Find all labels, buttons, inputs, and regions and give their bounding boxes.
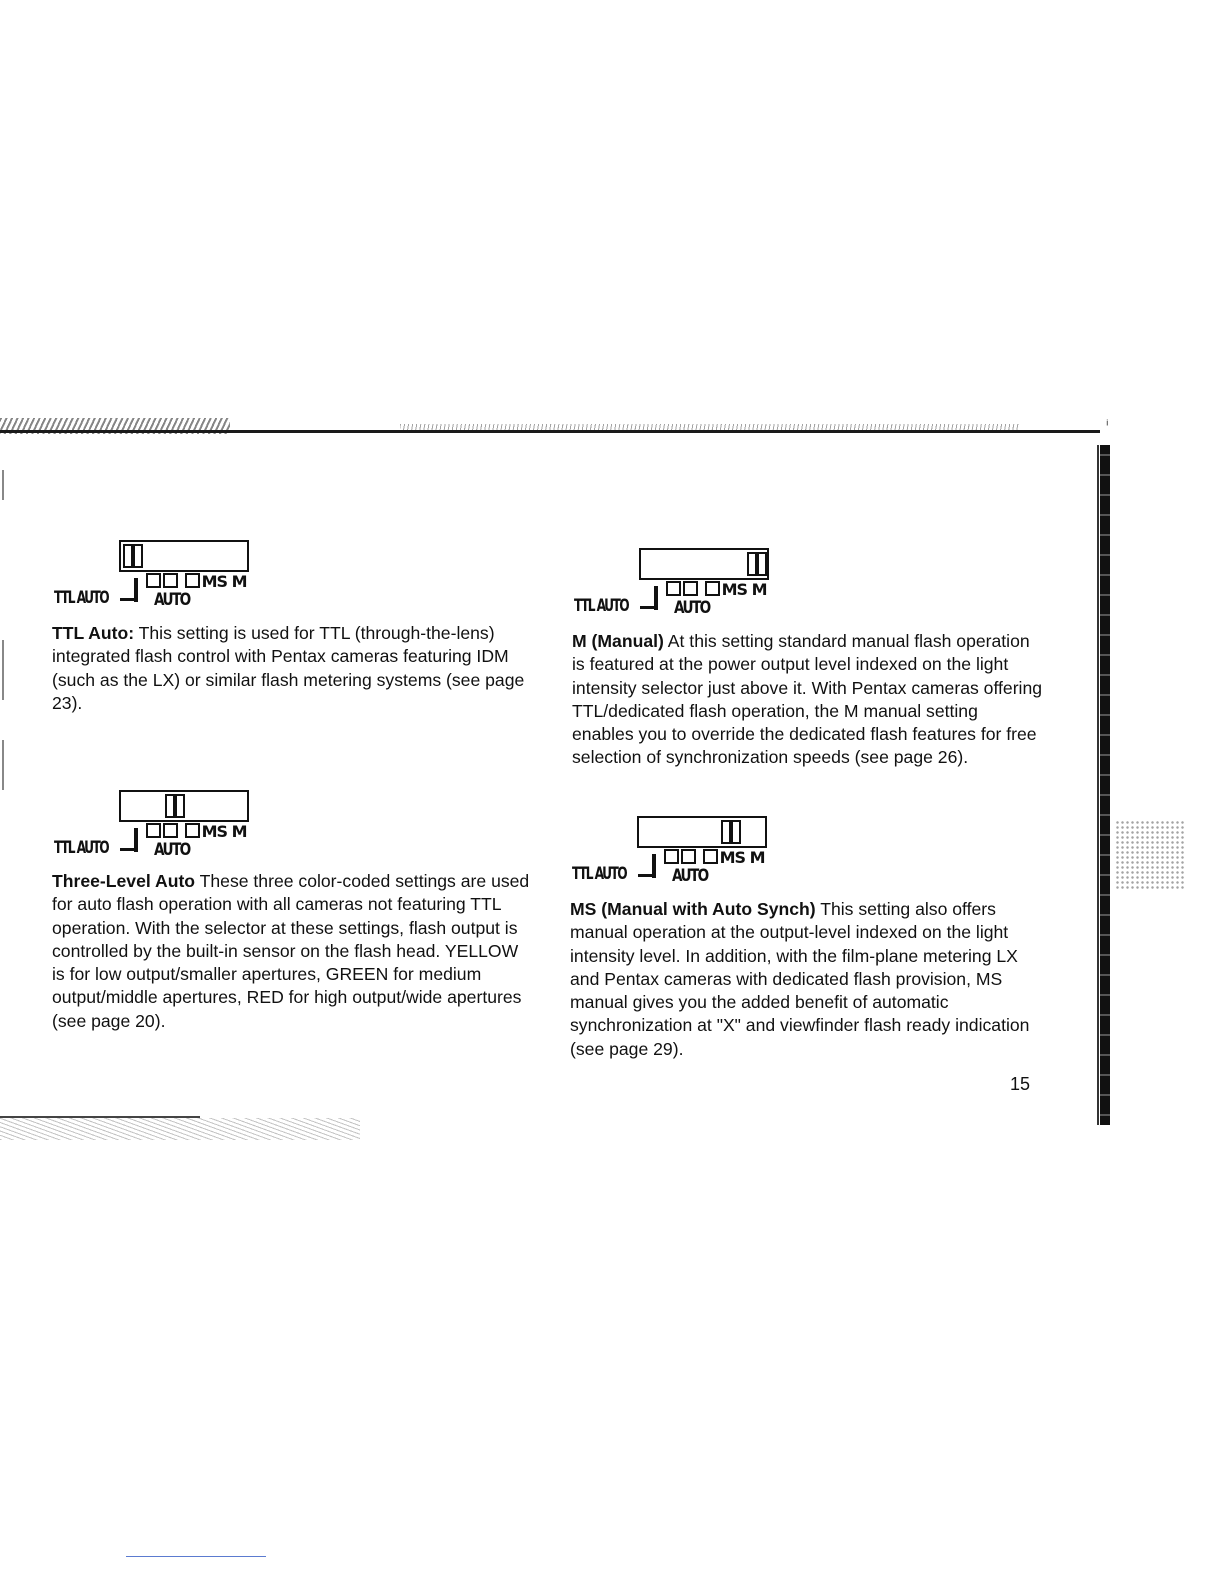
selector-scale (146, 822, 247, 841)
selector-slot (119, 790, 249, 822)
scale-label: MS M (201, 572, 247, 591)
manual-heading: M (Manual) (572, 631, 664, 651)
page-edge (1097, 445, 1099, 1125)
selector-diagram-ttl-auto (54, 540, 274, 610)
scan-smudge (0, 1118, 360, 1140)
ttl-auto-body: This setting is used for TTL (through-the-lens) integrated flash control with Pentax cameras featuring IDM (such as the LX) or similar flash metering systems (see page 23). (52, 623, 525, 713)
scan-speck (2, 640, 4, 700)
selector-scale (146, 572, 247, 591)
selector-bracket (652, 854, 656, 878)
selector-scale (664, 848, 765, 867)
ttl-auto-label: TTL AUTO (574, 596, 628, 616)
selector-scale (666, 580, 767, 599)
ttl-auto-heading: TTL Auto: (52, 623, 135, 643)
selector-knob (747, 552, 767, 576)
ms-body: This setting also offers manual operation at the output-level indexed on the light intensity level. In addition, with the film-plane metering LX and Pentax cameras with dedicated flash provision, MS manual gives you the added benefit of automatic synchronization at "X" and viewfinder flash ready indication (see page 29). (570, 899, 1030, 1059)
selector-knob (165, 794, 185, 818)
auto-label: AUTO (672, 866, 708, 886)
auto-label: AUTO (154, 590, 190, 610)
top-rule (0, 430, 1100, 433)
scan-noise (1115, 820, 1185, 890)
selector-slot (637, 816, 767, 848)
ttl-auto-label: TTL AUTO (572, 864, 626, 884)
auto-label: AUTO (674, 598, 710, 618)
ttl-auto-label: TTL AUTO (54, 838, 108, 858)
scan-line (126, 1556, 266, 1557)
ttl-auto-label: TTL AUTO (54, 588, 108, 608)
auto-label: AUTO (154, 840, 190, 860)
selector-knob (123, 544, 143, 568)
scan-speck (2, 740, 4, 790)
page-edge (1100, 445, 1110, 1125)
selector-slot (639, 548, 769, 580)
scale-label: MS M (721, 580, 767, 599)
ttl-auto-paragraph (52, 622, 548, 715)
scan-speck (2, 470, 4, 500)
page-number: 15 (1010, 1074, 1031, 1094)
ms-paragraph (570, 898, 1050, 1061)
manual-paragraph (572, 630, 1044, 770)
selector-diagram-three-level (54, 790, 274, 860)
manual-body: At this setting standard manual flash operation is featured at the power output level indexed on the light intensity selector just above it. With Pentax cameras offering TTL/dedicated flash operation, the M manual setting enables you to override the dedicated flash features for free selection of synchronization speeds (see page 26). (572, 631, 1043, 768)
selector-bracket (134, 578, 138, 602)
three-level-paragraph (52, 870, 532, 1033)
three-level-body: These three color-coded settings are used for auto flash operation with all cameras not featuring TTL operation. With the selector at these settings, flash output is controlled by the built-in sensor on the flash head. YELLOW is for low output/smaller apertures, GREEN for medium output/middle apertures, RED for high output/wide apertures (see page 20). (52, 871, 530, 1031)
selector-knob (721, 820, 741, 844)
selector-bracket (654, 586, 658, 610)
selector-diagram-ms (572, 816, 792, 886)
three-level-heading: Three-Level Auto (52, 871, 196, 891)
selector-slot (119, 540, 249, 572)
selector-bracket (134, 828, 138, 852)
scale-label: MS M (201, 822, 247, 841)
ms-heading: MS (Manual with Auto Synch) (570, 899, 816, 919)
scale-label: MS M (719, 848, 765, 867)
selector-diagram-manual (574, 548, 794, 618)
scan-speck: ⁱ (1106, 418, 1109, 434)
